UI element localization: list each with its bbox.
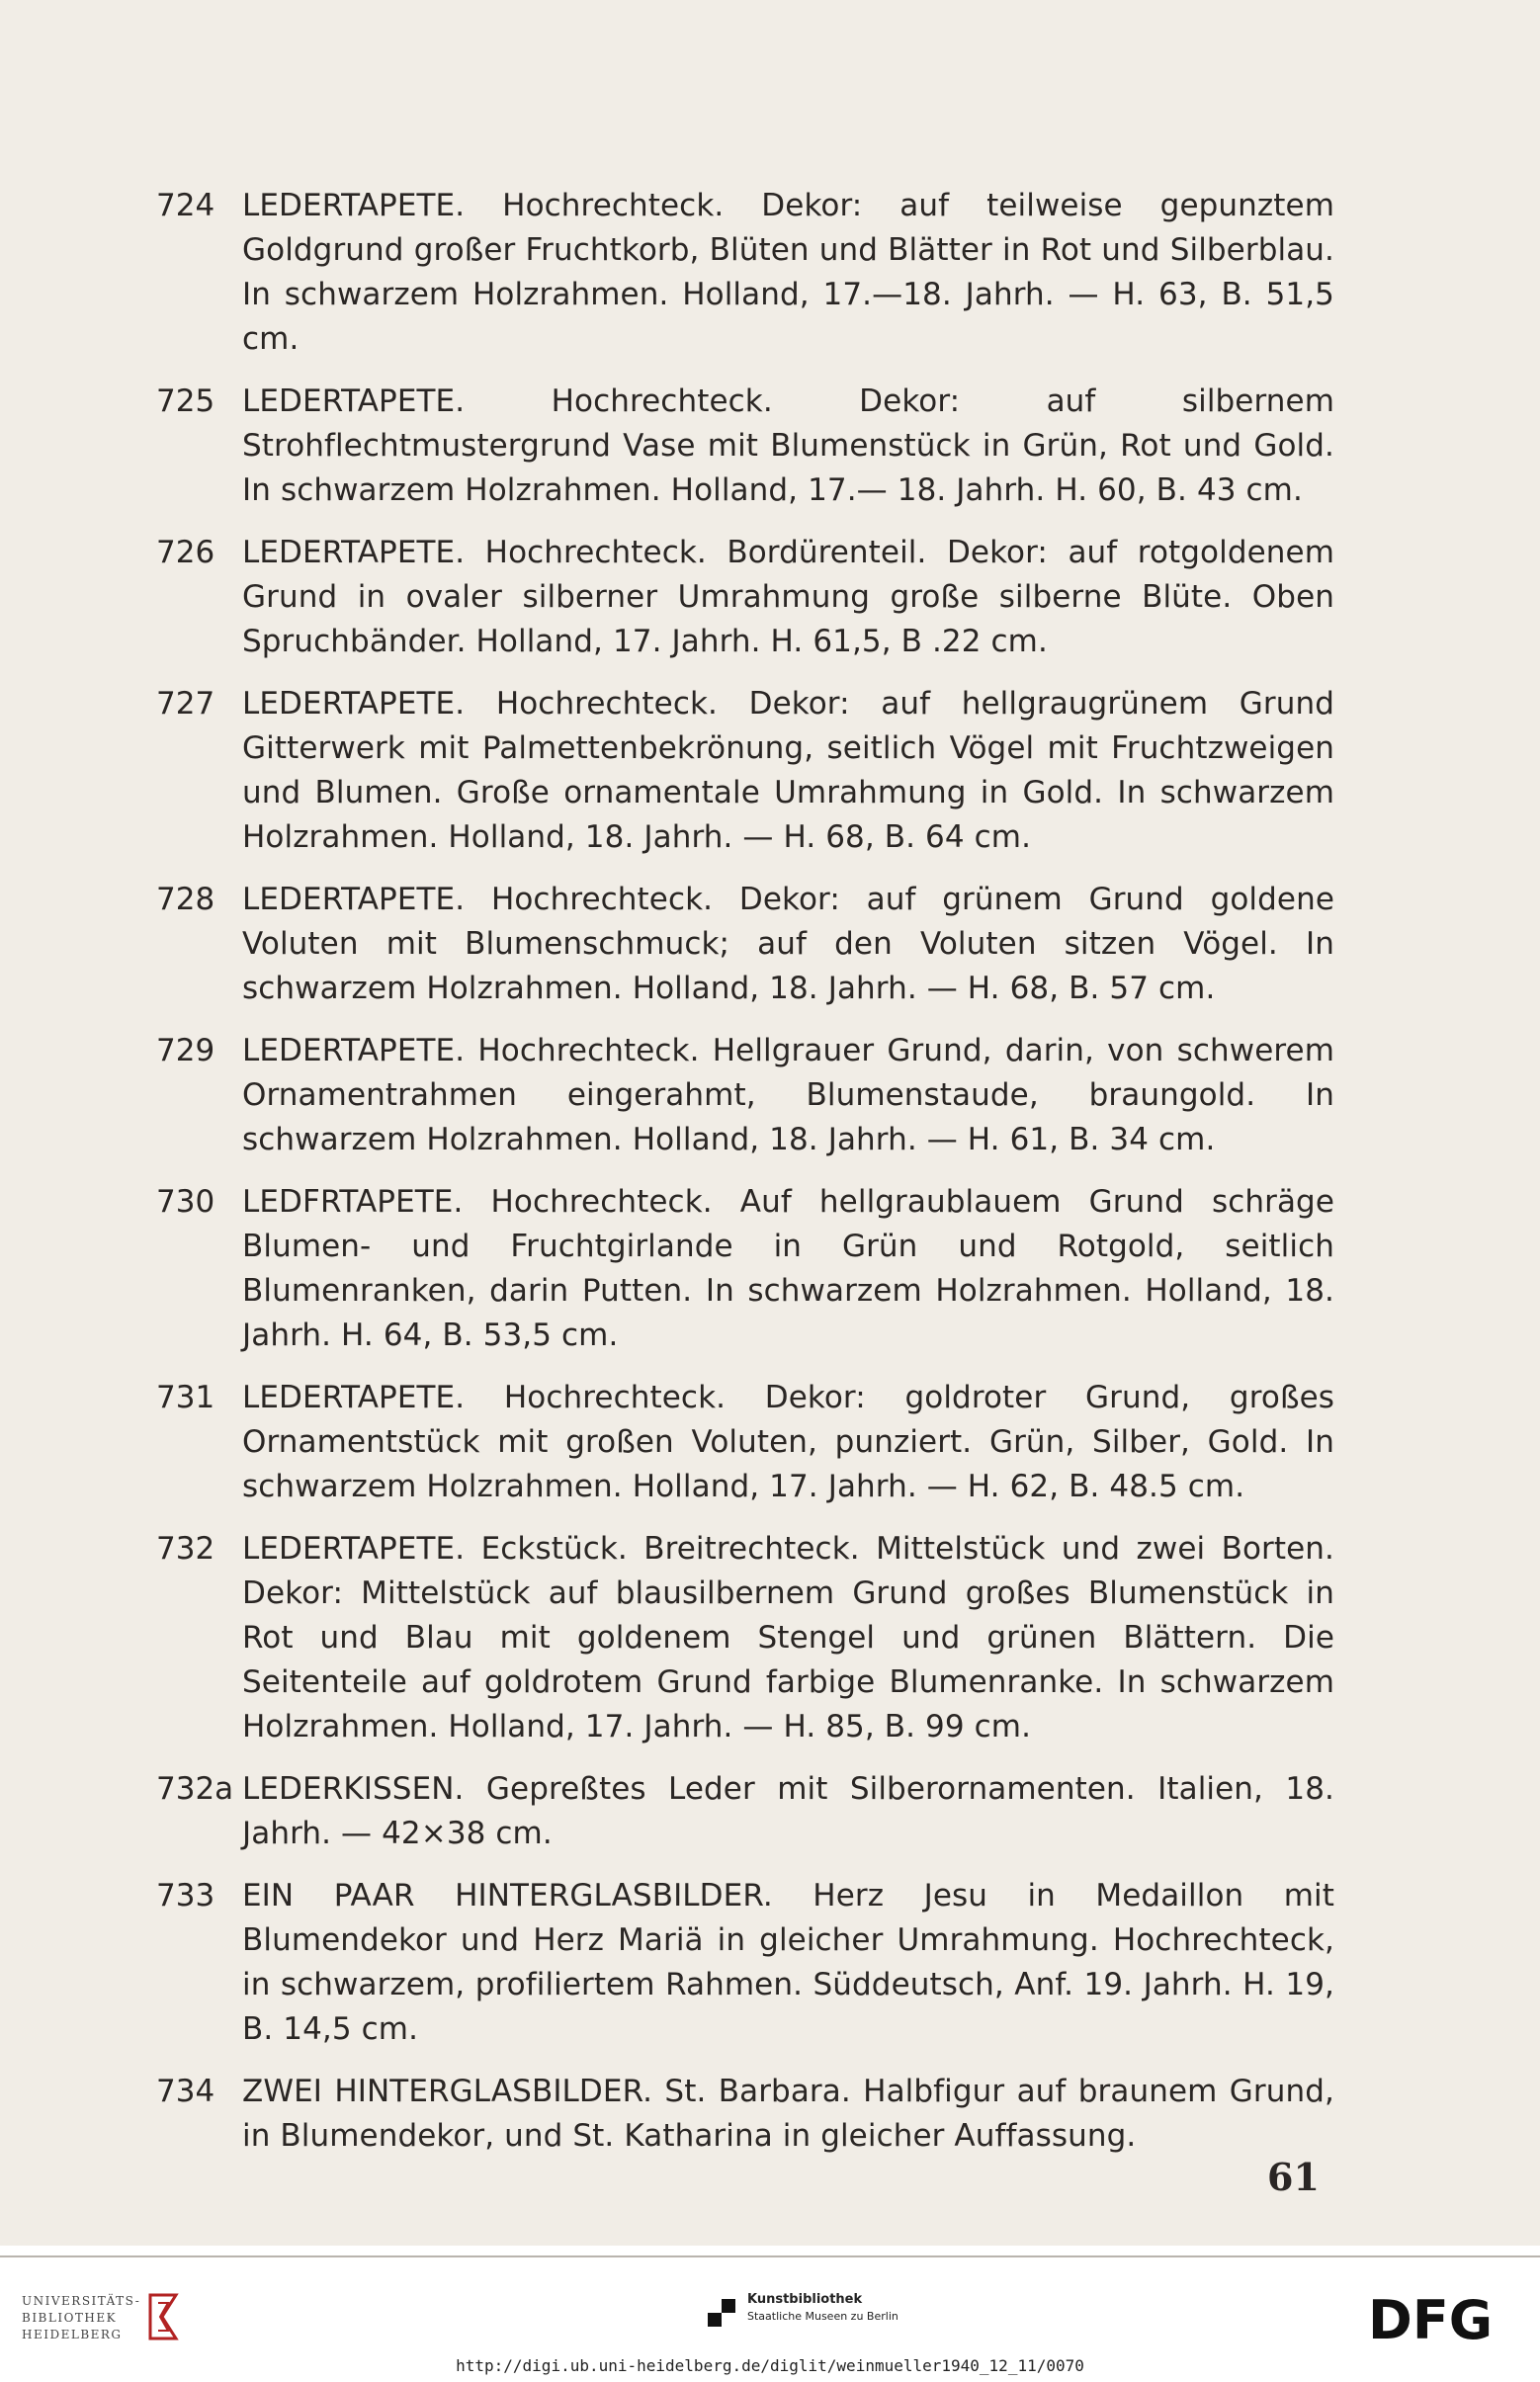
entry-text: LEDERTAPETE. Hochrechteck. Dekor: goldroter Grund, großes Ornamentstück mit großen Voluten, punziert. Grün, Silber, Gold. In schwarzem Holzrahmen. Holland, 17. Jahrh. — H. 62, B. 48.5 cm. bbox=[242, 1380, 1334, 1504]
catalog-entry bbox=[128, 1180, 1334, 1358]
catalog-entry bbox=[128, 1376, 1334, 1509]
viewer-footer bbox=[0, 2246, 1540, 2382]
catalog-entry bbox=[128, 1029, 1334, 1162]
entry-number: 726 bbox=[156, 535, 215, 570]
footer-divider bbox=[0, 2255, 1540, 2257]
catalog-entry bbox=[128, 184, 1334, 362]
entry-number: 727 bbox=[156, 686, 215, 722]
entry-text: LEDERTAPETE. Hochrechteck. Dekor: auf silbernem Strohflechtmustergrund Vase mit Blumenstück in Grün, Rot und Gold. In schwarzem Holzrahmen. Holland, 17.— 18. Jahrh. H. 60, B. 43 cm. bbox=[242, 383, 1334, 508]
university-library-logo[interactable] bbox=[22, 2293, 140, 2343]
entry-number: 730 bbox=[156, 1184, 215, 1220]
page-number: 61 bbox=[1267, 2155, 1320, 2199]
entry-number: 732 bbox=[156, 1531, 215, 1567]
entry-number: 734 bbox=[156, 2074, 215, 2109]
catalog-entry bbox=[128, 878, 1334, 1011]
dfg-logo-icon[interactable] bbox=[1368, 2295, 1516, 2342]
catalog-entry bbox=[128, 1874, 1334, 2052]
entry-text: LEDFRTAPETE. Hochrechteck. Auf hellgraublauem Grund schräge Blumen- und Fruchtgirlande in Grün und Rotgold, seitlich Blumenranken, darin Putten. In schwarzem Holzrahmen. Holland, 18. Jahrh. H. 64, B. 53,5 cm. bbox=[242, 1184, 1334, 1353]
kunstbibliothek-subtitle: Staatliche Museen zu Berlin bbox=[747, 2310, 898, 2323]
entry-number: 724 bbox=[156, 188, 215, 223]
entry-number: 729 bbox=[156, 1033, 215, 1068]
entry-text: LEDERTAPETE. Hochrechteck. Dekor: auf hellgraugrünem Grund Gitterwerk mit Palmettenbekrönung, seitlich Vögel mit Fruchtzweigen und Blumen. Große ornamentale Umrahmung in Gold. In schwarzem Holzrahmen. Holland, 18. Jahrh. — H. 68, B. 64 cm. bbox=[242, 686, 1334, 855]
entry-number: 728 bbox=[156, 882, 215, 917]
catalog-entries bbox=[128, 184, 1334, 2176]
entry-text: LEDERKISSEN. Gepreßtes Leder mit Silberornamenten. Italien, 18. Jahrh. — 42×38 cm. bbox=[242, 1771, 1334, 1851]
entry-text: LEDERTAPETE. Hochrechteck. Dekor: auf teilweise gepunztem Goldgrund großer Fruchtkorb, Blüten und Blätter in Rot und Silberblau. In schwarzem Holzrahmen. Holland, 17.—18. Jahrh. — H. 63, B. 51,5 cm. bbox=[242, 188, 1334, 357]
university-logo-line-2: BIBLIOTHEK bbox=[22, 2311, 118, 2325]
university-logo-line-3: HEIDELBERG bbox=[22, 2328, 123, 2341]
dfg-logo-text: DFG bbox=[1368, 2295, 1494, 2342]
catalog-entry bbox=[128, 682, 1334, 860]
entry-text: LEDERTAPETE. Hochrechteck. Bordürenteil. Dekor: auf rotgoldenem Grund in ovaler silberner Umrahmung große silberne Blüte. Oben Spruchbänder. Holland, 17. Jahrh. H. 61,5, B .22 cm. bbox=[242, 535, 1334, 659]
page-url[interactable]: http://digi.ub.uni-heidelberg.de/diglit/weinmueller1940_12_11/0070 bbox=[456, 2356, 1084, 2375]
catalog-entry bbox=[128, 1527, 1334, 1749]
kunstbibliothek-logo-icon[interactable] bbox=[704, 2295, 739, 2331]
entry-text: LEDERTAPETE. Hochrechteck. Hellgrauer Grund, darin, von schwerem Ornamentrahmen eingerahmt, Blumenstaude, braungold. In schwarzem Holzrahmen. Holland, 18. Jahrh. — H. 61, B. 34 cm. bbox=[242, 1033, 1334, 1157]
catalog-entry bbox=[128, 2070, 1334, 2159]
university-emblem-icon bbox=[140, 2289, 186, 2344]
catalog-entry bbox=[128, 531, 1334, 664]
university-logo-line-1: UNIVERSITÄTS- bbox=[22, 2294, 141, 2308]
entry-number: 731 bbox=[156, 1380, 215, 1415]
kunstbibliothek-title: Kunstbibliothek bbox=[747, 2292, 863, 2307]
entry-number: 733 bbox=[156, 1878, 215, 1914]
entry-text: LEDERTAPETE. Eckstück. Breitrechteck. Mittelstück und zwei Borten. Dekor: Mittelstück auf blausilbernem Grund großes Blumenstück in Rot und Blau mit goldenem Stengel und grünen Blättern. Die Seitenteile auf goldrotem Grund farbige Blumenranke. In schwarzem Holzrahmen. Holland, 17. Jahrh. — H. 85, B. 99 cm. bbox=[242, 1531, 1334, 1744]
entry-text: LEDERTAPETE. Hochrechteck. Dekor: auf grünem Grund goldene Voluten mit Blumenschmuck; auf den Voluten sitzen Vögel. In schwarzem Holzrahmen. Holland, 18. Jahrh. — H. 68, B. 57 cm. bbox=[242, 882, 1334, 1006]
catalog-entry bbox=[128, 1767, 1334, 1856]
catalog-entry bbox=[128, 380, 1334, 513]
kunstbibliothek-label bbox=[747, 2291, 898, 2325]
entry-number: 732a bbox=[156, 1771, 234, 1807]
entry-text: EIN PAAR HINTERGLASBILDER. Herz Jesu in Medaillon mit Blumendekor und Herz Mariä in gleicher Umrahmung. Hochrechteck, in schwarzem, profiliertem Rahmen. Süddeutsch, Anf. 19. Jahrh. H. 19, B. 14,5 cm. bbox=[242, 1878, 1334, 2047]
entry-number: 725 bbox=[156, 383, 215, 419]
entry-text: ZWEI HINTERGLASBILDER. St. Barbara. Halbfigur auf braunem Grund, in Blumendekor, und St. Katharina in gleicher Auffassung. bbox=[242, 2074, 1334, 2154]
